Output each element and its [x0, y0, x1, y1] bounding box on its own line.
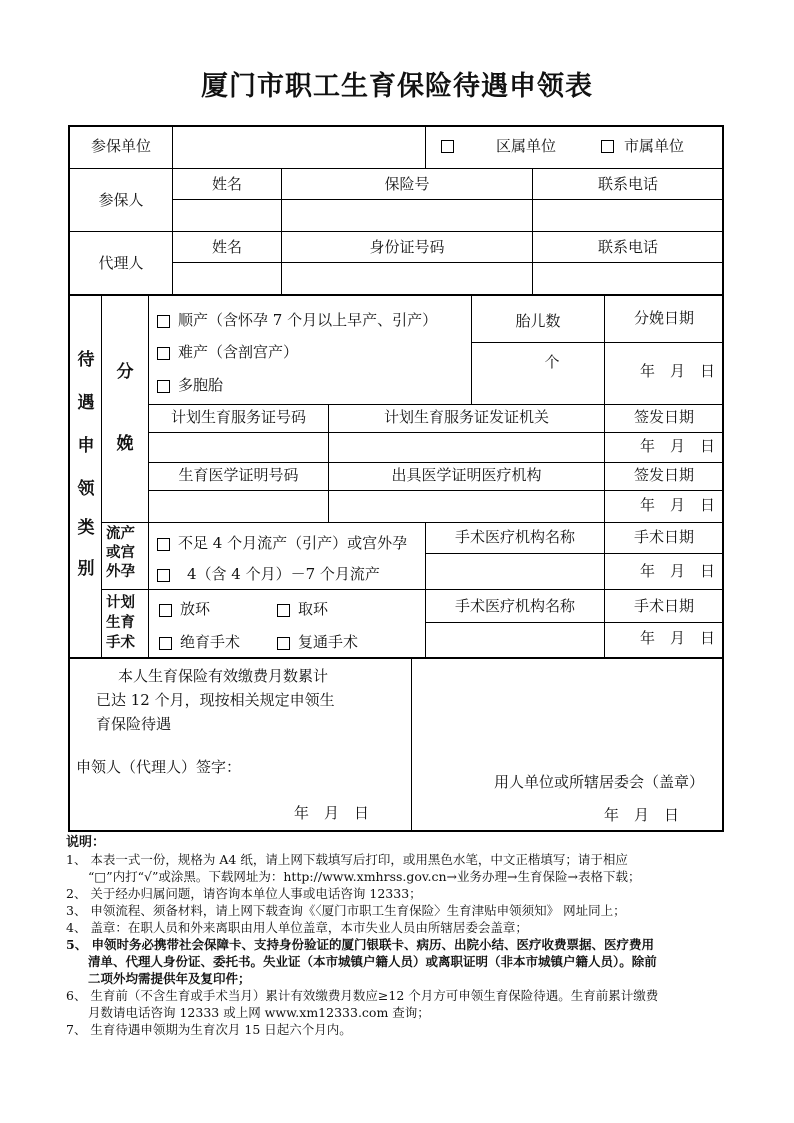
difficult-delivery-label: 难产（含剖宫产）	[178, 343, 299, 361]
note-2: 2、 关于经办归属问题，请咨询本单位人事或电话咨询 12333；	[66, 886, 422, 901]
agent-label: 代理人	[98, 254, 144, 272]
delivery-date-value[interactable]: 年 月 日	[639, 362, 715, 380]
fp-hospital-header: 手术医疗机构名称	[454, 597, 575, 615]
delivery-label-char: 娩	[116, 434, 134, 454]
planning-cert-no-header: 计划生育服务证号码	[170, 408, 306, 426]
declaration-line2: 已达 12 个月，现按相关规定申领生	[96, 691, 335, 709]
abortion-hospital-header: 手术医疗机构名称	[454, 528, 575, 546]
abortion-4to7-label: 4（含 4 个月）－7 个月流产	[187, 565, 380, 583]
delivery-label-char: 分	[116, 362, 134, 382]
notes-heading: 说明：	[66, 835, 106, 850]
abortion-under4-checkbox[interactable]	[157, 538, 170, 551]
note-5c: 二项外均需提供年及复印件；	[88, 971, 251, 986]
note-5b: 清单、代理人身份证、委托书。失业证（本市城镇户籍人员）或离职证明（非本市城镇户籍人员）。除前	[88, 954, 657, 969]
birth-issue-date-header: 签发日期	[633, 466, 694, 484]
planning-issue-date-value[interactable]: 年 月 日	[639, 437, 715, 455]
fetus-count-label: 胎儿数	[515, 312, 561, 330]
city-checkbox[interactable]	[601, 140, 614, 153]
iud-insert-checkbox[interactable]	[159, 604, 172, 617]
birth-cert-institution-header: 出具医学证明医疗机构	[391, 466, 542, 484]
delivery-date-label: 分娩日期	[633, 309, 694, 327]
employer-label: 参保单位	[90, 137, 151, 155]
note-4: 4、 盖章：在职人员和外来离职由用人单位盖章，本市失业人员由所辖居委会盖章；	[66, 920, 528, 935]
insured-name-header: 姓名	[211, 175, 242, 193]
fp-date-value[interactable]: 年 月 日	[639, 629, 715, 647]
difficult-delivery-checkbox[interactable]	[157, 347, 170, 360]
fetus-unit: 个	[544, 353, 560, 371]
iud-remove-checkbox[interactable]	[277, 604, 290, 617]
notes-section	[66, 834, 736, 1038]
planning-issue-date-header: 签发日期	[633, 408, 694, 426]
iud-remove-label: 取环	[298, 600, 329, 618]
note-6a: 6、 生育前（不含生育或手术当月）累计有效缴费月数应≥12 个月方可申领生育保险待遇。生育前累计缴费	[66, 988, 659, 1003]
insured-no-input[interactable]	[283, 201, 531, 230]
insured-name-input[interactable]	[174, 201, 280, 230]
signature-label: 申领人（代理人）签字：	[76, 758, 242, 776]
stamp-date[interactable]: 年 月 日	[604, 806, 680, 824]
declaration-line1: 本人生育保险有效缴费月数累计	[118, 667, 329, 685]
recanalization-checkbox[interactable]	[277, 637, 290, 650]
sterilization-checkbox[interactable]	[159, 637, 172, 650]
planning-cert-office-header: 计划生育服务证发证机关	[383, 408, 549, 426]
category-char: 申	[77, 436, 95, 456]
stamp-label: 用人单位或所辖居委会（盖章）	[494, 773, 705, 791]
multiple-birth-label: 多胞胎	[178, 376, 224, 394]
natural-delivery-label: 顺产（含怀孕 7 个月以上早产、引产）	[178, 311, 438, 329]
agent-id-header: 身份证号码	[369, 238, 445, 256]
abortion-under4-label: 不足 4 个月流产（引产）或宫外孕	[178, 534, 408, 552]
recanalization-label: 复通手术	[298, 633, 359, 651]
signature-input[interactable]	[246, 752, 406, 778]
abortion-date-header: 手术日期	[633, 528, 694, 546]
declaration-line3: 育保险待遇	[96, 715, 172, 733]
note-6b: 月数请电话咨询 12333 或上网 www.xm12333.com 查询；	[88, 1005, 430, 1020]
iud-insert-label: 放环	[180, 600, 211, 618]
sterilization-label: 绝育手术	[180, 633, 241, 651]
insured-no-header: 保险号	[384, 175, 430, 193]
page-title: 厦门市职工生育保险待遇申领表	[201, 71, 593, 102]
birth-issue-date-value[interactable]: 年 月 日	[639, 496, 715, 514]
table-border-bottom	[68, 830, 724, 832]
city-option-label: 市属单位	[624, 137, 685, 155]
note-3: 3、 申领流程、须备材料，请上网下载查询《〈厦门市职工生育保险〉生育津贴申领须知》 网址同上；	[66, 903, 626, 918]
employer-input[interactable]	[174, 127, 424, 167]
family-planning-label: 计划 生育 手术	[106, 594, 135, 651]
category-char: 遇	[77, 393, 95, 413]
insured-phone-header: 联系电话	[597, 175, 658, 193]
agent-phone-input[interactable]	[534, 264, 721, 293]
agent-name-input[interactable]	[174, 264, 280, 293]
natural-delivery-checkbox[interactable]	[157, 315, 170, 328]
insured-label: 参保人	[98, 191, 144, 209]
abortion-date-value[interactable]: 年 月 日	[639, 562, 715, 580]
birth-cert-no-header: 生育医学证明号码	[178, 466, 299, 484]
note-1b: “□”内打“√”或涂黑。下载网址为：http://www.xmhrss.gov.cn→业务办理→生育保险→表格下载；	[88, 869, 641, 884]
multiple-birth-checkbox[interactable]	[157, 380, 170, 393]
district-checkbox[interactable]	[441, 140, 454, 153]
agent-name-header: 姓名	[211, 238, 242, 256]
signature-date[interactable]: 年 月 日	[294, 804, 370, 822]
agent-phone-header: 联系电话	[597, 238, 658, 256]
district-option-label: 区属单位	[496, 137, 557, 155]
category-char: 别	[77, 559, 95, 579]
fp-date-header: 手术日期	[633, 597, 694, 615]
abortion-4to7-checkbox[interactable]	[157, 569, 170, 582]
note-1a: 1、 本表一式一份，规格为 A4 纸，请上网下载填写后打印，或用黑色水笔，中文正楷填写；请于相应	[66, 852, 628, 867]
category-char: 领	[77, 479, 95, 499]
note-7: 7、 生育待遇申领期为生育次月 15 日起六个月内。	[66, 1022, 352, 1037]
abortion-label: 流产 或宫 外孕	[106, 525, 135, 580]
category-char: 类	[77, 518, 95, 538]
agent-id-input[interactable]	[283, 264, 531, 293]
note-5a: 5、 申领时务必携带社会保障卡、支持身份验证的厦门银联卡、病历、出院小结、医疗收费票据、医疗费用	[66, 937, 655, 952]
category-char: 待	[77, 350, 95, 370]
insured-phone-input[interactable]	[534, 201, 721, 230]
